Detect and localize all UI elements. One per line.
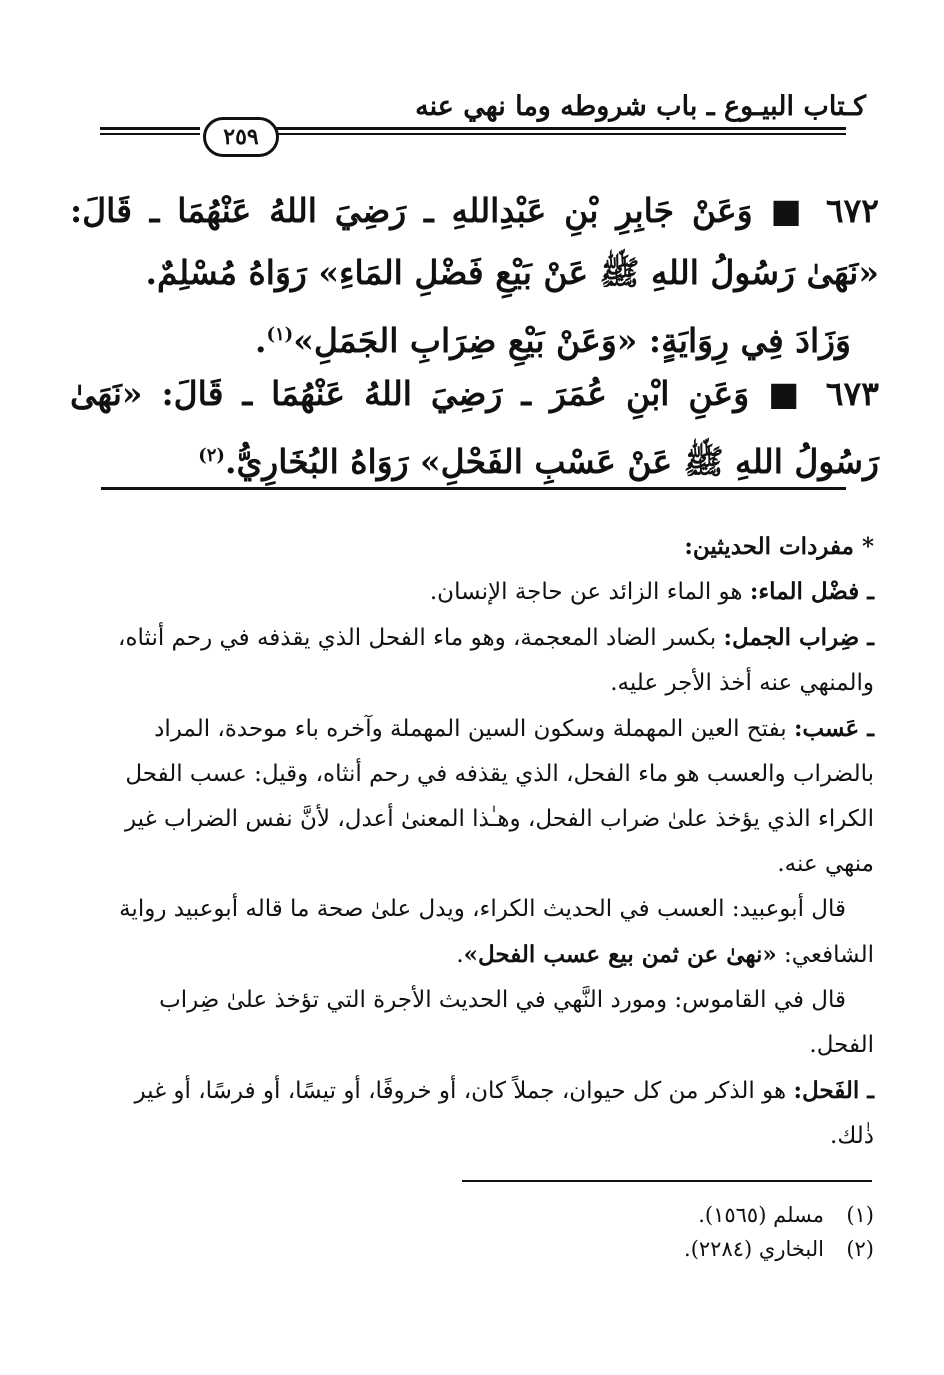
vocab-entry <box>95 615 874 706</box>
vocab-definition: بكسر الضاد المعجمة، وهو ماء الفحل الذي يقذفه في رحم أنثاه، والمنهي عنه أخذ الأجر عليه. <box>118 625 874 696</box>
footnote-text: مسلم (١٥٦٥). <box>698 1203 824 1227</box>
hadith-673 <box>70 363 879 493</box>
hadith-addition-text: وَزَادَ فِي رِوَايَةٍ: «وَعَنْ بَيْعِ ضِرَابِ الجَمَلِ» <box>293 321 851 360</box>
qamus-paragraph: قال في القاموس: ومورد النَّهي في الحديث الأجرة التي تؤخذ علىٰ ضِراب الفحل. <box>159 987 874 1058</box>
page-number-badge: ٢٥٩ <box>203 117 279 157</box>
vocab-entry <box>95 1068 874 1159</box>
footnote-ref-1[interactable]: (١) <box>266 324 294 345</box>
vocab-entry <box>95 706 874 887</box>
footnote-label: (١) <box>846 1203 874 1227</box>
abu-ubaid-text: قال أبوعبيد: العسب في الحديث الكراء، ويدل علىٰ صحة ما قاله أبوعبيد رواية الشافعي: <box>119 896 874 968</box>
running-header-title: كـتاب البيـوع ـ باب شروطه وما نهي عنه <box>415 91 866 122</box>
abu-ubaid-paragraph <box>95 887 874 978</box>
header-rule-right <box>276 127 846 135</box>
hadith-marker: ■ <box>770 191 808 230</box>
footnote-label: (٢) <box>846 1237 874 1261</box>
footnote-divider <box>462 1180 872 1182</box>
vocab-definition: هو الذكر من كل حيوان، جملاً كان، أو خروفًا، أو تيسًا، أو فرسًا، أو غير ذٰلك. <box>134 1078 874 1149</box>
vocab-term: ـ فضْل الماء: <box>749 578 874 605</box>
hadith-addition-end: . <box>254 321 267 360</box>
vocab-definition: بفتح العين المهملة وسكون السين المهملة وآخره باء موحدة، المراد بالضراب والعسب هو ماء الفحل، الذي يقذفه في رحم أنثاه، وقيل: عسب الفحل الكراء الذي يؤخذ علىٰ ضراب الفحل، وهـٰذا المعنىٰ أعدل، لأنَّ نفس الضراب غير منهي عنه. <box>124 716 874 877</box>
footnote-1 <box>374 1198 874 1232</box>
vocabulary-heading: * مفردات الحديثين: <box>684 533 874 560</box>
vocab-entry <box>95 569 874 615</box>
footnote-2 <box>374 1232 874 1266</box>
hadith-marker: ■ <box>768 374 807 413</box>
abu-ubaid-end: . <box>456 942 464 968</box>
vocab-term: ـ ضِراب الجمل: <box>723 624 874 651</box>
vocabulary-section <box>95 524 874 1159</box>
header-rule-left <box>100 127 200 135</box>
footnote-text: البخاري (٢٢٨٤). <box>684 1237 824 1261</box>
vocab-term: ـ الفَحل: <box>793 1077 874 1104</box>
hadith-number: ٦٧٢ <box>825 191 880 230</box>
vocab-term: ـ عَسب: <box>793 715 874 742</box>
hadith-number: ٦٧٣ <box>825 374 879 413</box>
abu-ubaid-quote: «نهىٰ عن ثمن بيع عسب الفحل» <box>463 941 777 968</box>
hadith-672 <box>70 180 879 304</box>
hadith-text: وَعَنْ جَابِرِ بْنِ عَبْدِاللهِ ـ رَضِيَ اللهُ عَنْهُمَا ـ قَالَ: «نَهَىٰ رَسُولُ اللهِ ﷺ عَنْ بَيْعِ فَضْلِ المَاءِ» رَوَاهُ مُسْلِمٌ. <box>70 191 879 292</box>
hadith-672-addition <box>70 304 879 372</box>
section-divider <box>101 487 846 490</box>
hadith-text: وَعَنِ ابْنِ عُمَرَ ـ رَضِيَ اللهُ عَنْهُمَا ـ قَالَ: «نَهَىٰ رَسُولُ اللهِ ﷺ عَنْ عَسْبِ الفَحْلِ» رَوَاهُ البُخَارِيُّ. <box>70 374 879 481</box>
footnotes <box>374 1198 874 1266</box>
footnote-ref-2[interactable]: (٢) <box>198 445 225 466</box>
vocab-definition: هو الماء الزائد عن حاجة الإنسان. <box>429 579 750 605</box>
